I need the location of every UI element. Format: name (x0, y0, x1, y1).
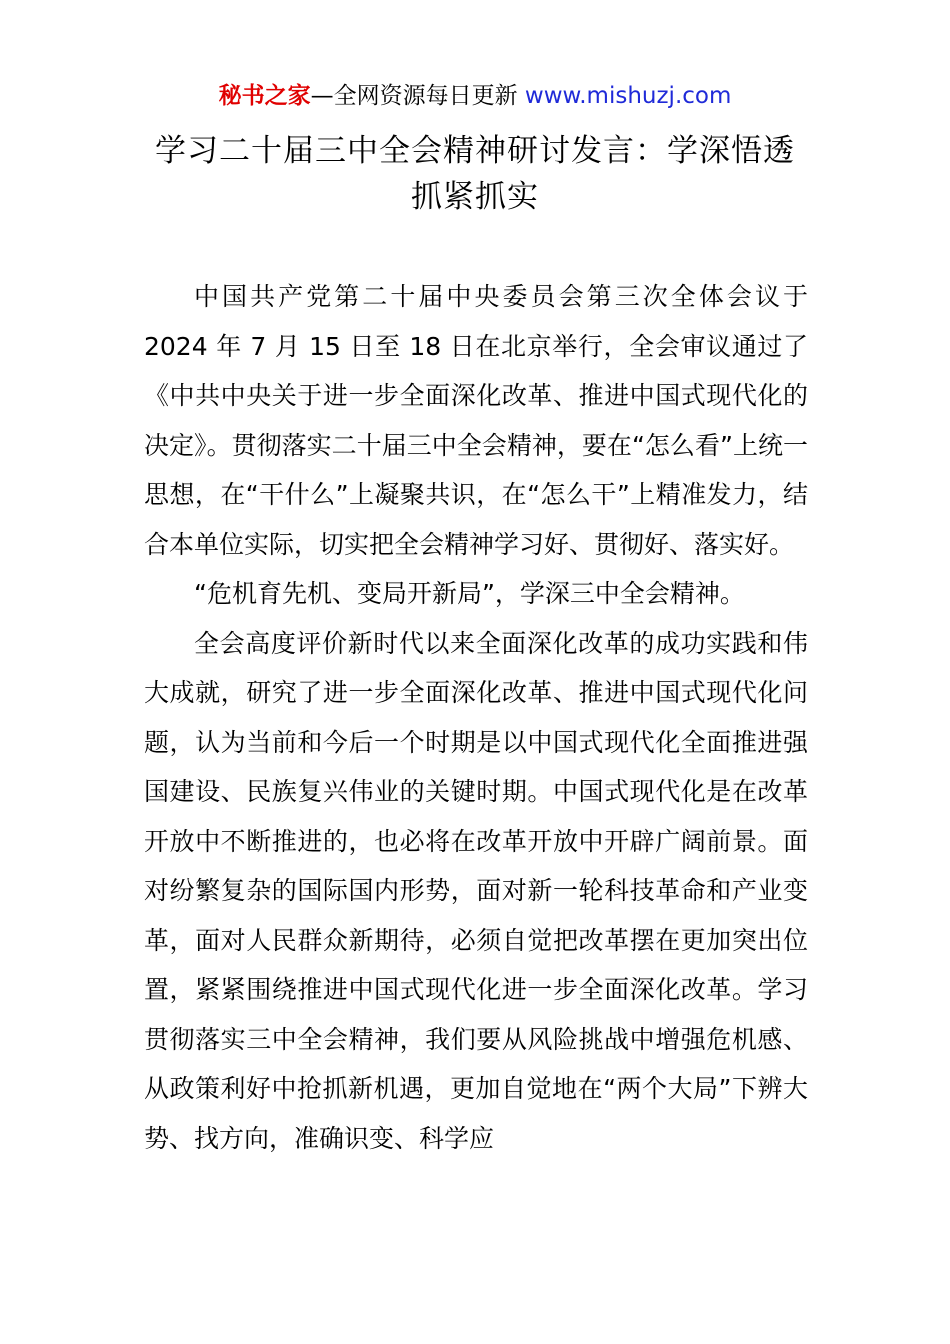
title-line-1: 学习二十届三中全会精神研讨发言：学深悟透 (155, 133, 795, 169)
site-header (0, 80, 950, 112)
paragraph-intro: 中国共产党第二十届中央委员会第三次全体会议于 2024 年 7 月 15 日至 18 日在北京举行，全会审议通过了《中共中央关于进一步全面深化改革、推进中国式现代化的决定》。贯彻落实二十届三中全会精神，要在“怎么看”上统一思想，在“干什么”上凝聚共识，在“怎么干”上精准发力，结合本单位实际，切实把全会精神学习好、贯彻好、落实好。 (144, 282, 808, 559)
paragraph-section-heading: “危机育先机、变局开新局”，学深三中全会精神。 (194, 579, 745, 608)
site-tagline: —全网资源每日更新 (310, 83, 525, 109)
paragraph-main: 全会高度评价新时代以来全面深化改革的成功实践和伟大成就，研究了进一步全面深化改革、推进中国式现代化问题，认为当前和今后一个时期是以中国式现代化全面推进强国建设、民族复兴伟业的关键时期。中国式现代化是在改革开放中不断推进的，也必将在改革开放中开辟广阔前景。面对纷繁复杂的国际国内形势，面对新一轮科技革命和产业变革，面对人民群众新期待，必须自觉把改革摆在更加突出位置，紧紧围绕推进中国式现代化进一步全面深化改革。学习贯彻落实三中全会精神，我们要从风险挑战中增强危机感、从政策利好中抢抓新机遇，更加自觉地在“两个大局”下辨大势、找方向，准确识变、科学应 (144, 628, 808, 1153)
document-body (144, 272, 808, 1163)
site-url-link[interactable]: www.mishuzj.com (524, 83, 732, 109)
document-title (60, 128, 890, 220)
site-brand: 秘书之家 (218, 83, 311, 109)
title-line-2: 抓紧抓实 (411, 179, 539, 215)
